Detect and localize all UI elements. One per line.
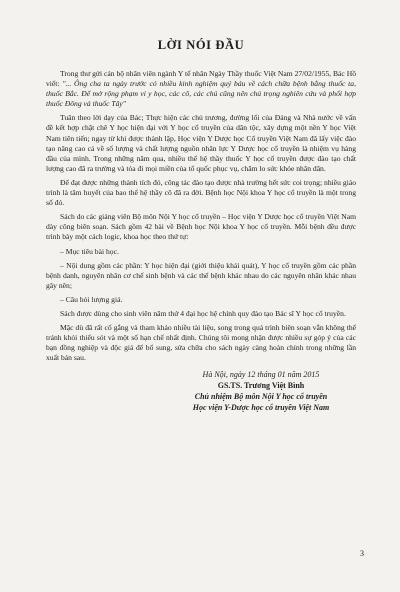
paragraph-3: Để đạt được những thành tích đó, công tác đào tạo được nhà trường hết sức coi trọng; nhiều giáo trình là tâm huyết của bao thế hệ thầy cô đã ra đời. Bệnh học Nội khoa Y học cổ truyền là một trong số đó.: [46, 177, 356, 208]
page-title: LỜI NÓI ĐẦU: [157, 38, 245, 52]
paragraph-2: Tuân theo lời dạy của Bác; Thực hiện các chủ trương, đường lối của Đảng và Nhà nước về vấn đề kết hợp chặt chẽ Y học hiện đại với Y học cổ truyền của dân tộc, xây dựng một nền Y học Việt Nam tiên tiến; ngay từ khi được thành lập, Học viện Y Dược học Cổ truyền Việt Nam đã lấy việc đào tạo nâng cao cả về số lượng và chất lượng nguồn nhân lực Y Dược học cổ truyền là nhiệm vụ hàng đầu của mình. Trong những năm qua, nhiều thế hệ thầy thuốc Y học cổ truyền được đào tạo chất lượng cao đã ra trường và tỏa đi mọi miền của tổ quốc phục vụ, chăm lo sức khỏe nhân dân.: [46, 113, 356, 173]
author-institution: Học viện Y-Dược học cổ truyền Việt Nam: [192, 403, 330, 413]
author-role: Chủ nhiệm Bộ môn Nội Y học cổ truyền: [194, 392, 328, 402]
paragraph-6: Mặc dù đã rất cố gắng và tham khảo nhiều tài liệu, song trong quá trình biên soạn vẫn không thể tránh khỏi thiếu sót và một số hạn chế nhất định. Chúng tôi mong nhận được nhiều sự góp ý của các bạn đồng nghiệp và độc giả để bổ sung, sửa chữa cho sách ngày càng hoàn chỉnh trong những lần xuất bản sau.: [46, 323, 356, 363]
signature-block: [46, 369, 356, 413]
place-date: Hà Nội, ngày 12 tháng 01 năm 2015: [202, 370, 320, 380]
list-item-questions: – Câu hỏi lượng giá.: [60, 294, 123, 304]
paragraph-1: [46, 69, 356, 109]
paragraph-4: Sách do các giảng viên Bộ môn Nội Y học cổ truyền – Học viện Y Dược học cổ truyền Việt Nam dày công biên soạn. Sách gồm 42 bài về Bệnh học Nội khoa Y học cổ truyền. Mỗi bệnh đều được trình bày một cách logic, khoa học theo thứ tự:: [46, 212, 356, 242]
list-item-content: – Nội dung gồm các phần: Y học hiện đại (giới thiệu khái quát), Y học cổ truyền gồm các phần bệnh danh, nguyên nhân cơ chế sinh bệnh và các thể bệnh khác nhau do các nguyên nhân khác nhau gây nên;: [46, 260, 356, 290]
page-number: 3: [360, 549, 364, 558]
author-name: GS.TS. Trương Việt Bình: [217, 381, 305, 391]
list-item-objectives: – Mục tiêu bài học.: [60, 246, 119, 256]
paragraph-1-quote: "... Ông cha ta ngày trước có nhiều kinh nghiệm quý báu về cách chữa bệnh bằng thuốc ta, thuốc Bắc. Để mở rộng phạm vi y học, các cô, các chú cũng nên chú trọng nghiên cứu và phối hợp thuốc Đông và thuốc Tây": [46, 79, 356, 109]
paragraph-1-lead: Trong thư gửi cán bộ nhân viên ngành Y tế nhân Ngày Thầy thuốc Việt Nam 27/02/1955, Bác Hồ viết:: [46, 69, 356, 89]
paragraph-5: Sách được dùng cho sinh viên năm thứ 4 đại học hệ chính quy đào tạo Bác sĩ Y học cổ truyền.: [60, 308, 346, 318]
